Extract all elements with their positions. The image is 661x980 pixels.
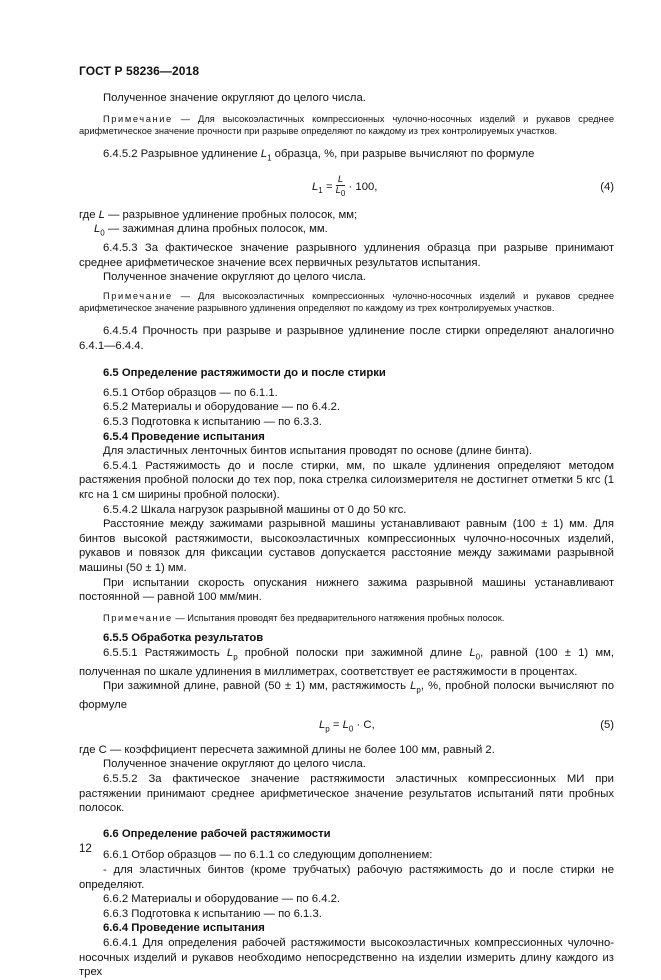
paragraph: Полученное значение округляют до целого числа. — [103, 271, 366, 284]
note — [79, 612, 614, 625]
where-line: $L_0$ — зажимная длина пробных полосок, мм. — [94, 223, 328, 238]
paragraph-6-6-3: 6.6.3 Подготовка к испытанию — по 6.1.3. — [103, 907, 322, 920]
section-heading-6-5: 6.5 Определение растяжимости до и после стирки — [103, 367, 386, 380]
paragraph-6-5-4-2: 6.5.4.2 Шкала нагрузок разрывной машины от 0 до 50 кгс. — [103, 503, 407, 516]
paragraph: Расстояние между зажимами разрывной машины устанавливают равным (100 ± 1) мм. Для бинтов высокой растяжимости, высокоэластичных компрессионных чулочно-носочных изделий, рукавов и повязок для фиксации суставов допускается расстояние между зажимами разрывной машины (50 ± 1) мм. — [79, 518, 614, 574]
paragraph-6-6-1: 6.6.1 Отбор образцов — по 6.1.1 со следующим дополнением: — [103, 849, 433, 862]
subsection-heading-6-6-4: 6.6.4 Проведение испытания — [103, 922, 265, 935]
paragraph: Полученное значение округляют до целого числа. — [103, 758, 366, 771]
note-text: — Испытания проводят без предварительного натяжения пробных полосок. — [172, 612, 505, 623]
paragraph-6-5-1: 6.5.1 Отбор образцов — по 6.1.1. — [103, 386, 278, 399]
note-label: Примечание — [103, 290, 173, 301]
formula-5 — [79, 716, 614, 740]
paragraph-6-6-2: 6.6.2 Материалы и оборудование — по 6.4.2. — [103, 893, 341, 906]
paragraph-6-5-4-1: 6.5.4.1 Растяжимость до и после стирки, мм, по шкале удлинения определяют методом растяжения пробной полоски до тех пор, пока стрелка силоизмерителя не достигнет отметки 5 кгс (1 кгс на 1 см ширины пробной полоски). — [79, 459, 614, 501]
paragraph: При испытании скорость опускания нижнего зажима разрывной машины устанавливают постоянной — равной 100 мм/мин. — [79, 576, 614, 604]
fraction: $\frac{L}{L_0}$ — [335, 173, 346, 198]
formula-4 — [79, 175, 614, 203]
note — [79, 113, 614, 138]
paragraph-6-5-5-1: 6.5.5.1 Растяжимость $L_р$ пробной полоски при зажимной длине $L_0$, равной (100 ± 1) мм, полученная по шкале удлинения в миллиметрах, соответствует ее растяжимости в процентах. — [79, 646, 614, 678]
where-line: где С — коэффициент пересчета зажимной длины не более 100 мм, равный 2. — [79, 743, 495, 756]
document-body — [79, 91, 614, 980]
formula-4-expression: $L_1$ = $\frac{L}{L_0}$ · 100, — [312, 173, 378, 198]
where-line: где L — разрывное удлинение пробных полосок, мм; — [79, 208, 358, 221]
paragraph-6-6-4-1: 6.6.4.1 Для определения рабочей растяжимости высокоэластичных компрессионных чулочно-носочных изделий и рукавов необходимо непосредственно на изделии измерить длину каждого из трех — [79, 936, 614, 979]
paragraph-6-4-5-2: 6.4.5.2 Разрывное удлинение $L_1$ образца, %, при разрыве вычисляют по формуле — [103, 147, 535, 163]
paragraph: Полученное значение округляют до целого числа. — [103, 92, 366, 104]
page-number: 12 — [79, 843, 92, 855]
subsection-heading-6-5-5: 6.5.5 Обработка результатов — [103, 632, 264, 645]
list-item: - для эластичных бинтов (кроме трубчатых) рабочую растяжимость до и после стирки не определяют. — [79, 863, 614, 891]
paragraph-6-5-3: 6.5.3 Подготовка к испытанию — по 6.3.3. — [103, 416, 322, 428]
formula-number: (4) — [600, 180, 614, 193]
paragraph: При зажимной длине, равной (50 ± 1) мм, растяжимость $L_р$, %, пробной полоски вычисляют по формуле — [79, 680, 614, 712]
paragraph-6-5-2: 6.5.2 Материалы и оборудование — по 6.4.2. — [103, 401, 341, 414]
subsection-heading-6-5-4: 6.5.4 Проведение испытания — [103, 430, 265, 443]
note-label: Примечание — [103, 612, 173, 623]
note-label: Примечание — [103, 113, 173, 124]
document-header: ГОСТ Р 58236—2018 — [79, 64, 200, 78]
note-text: — Для высокоэластичных компрессионных чулочно-носочных изделий и рукавов среднее арифметическое значение разрывного удлинения определяют по каждому из трех контролируемых участков. — [79, 290, 614, 314]
formula-number: (5) — [600, 718, 614, 731]
paragraph: Для эластичных ленточных бинтов испытания проводят по основе (длине бинта). — [103, 445, 533, 458]
paragraph-6-4-5-4: 6.4.5.4 Прочность при разрыве и разрывное удлинение после стирки определяют аналогично 6.4.1—6.4.4. — [79, 325, 614, 352]
formula-5-expression: $L_р = L_0 \cdot С$, — [319, 718, 375, 734]
paragraph-6-4-5-3: 6.4.5.3 За фактическое значение разрывного удлинения образца при разрыве принимают среднее арифметическое значение всех первичных результатов испытания. — [79, 242, 614, 269]
paragraph-6-5-5-2: 6.5.5.2 За фактическое значение растяжимости эластичных компрессионных МИ при растяжении принимают среднее арифметическое значение результатов испытаний пяти пробных полосок. — [79, 772, 614, 815]
section-heading-6-6: 6.6 Определение рабочей растяжимости — [103, 827, 331, 840]
note-text: — Для высокоэластичных компрессионных чулочно-носочных изделий и рукавов среднее арифметическое значение прочности при разрыве определяют по каждому из трех контролируемых участков. — [79, 113, 614, 137]
note — [79, 290, 614, 315]
